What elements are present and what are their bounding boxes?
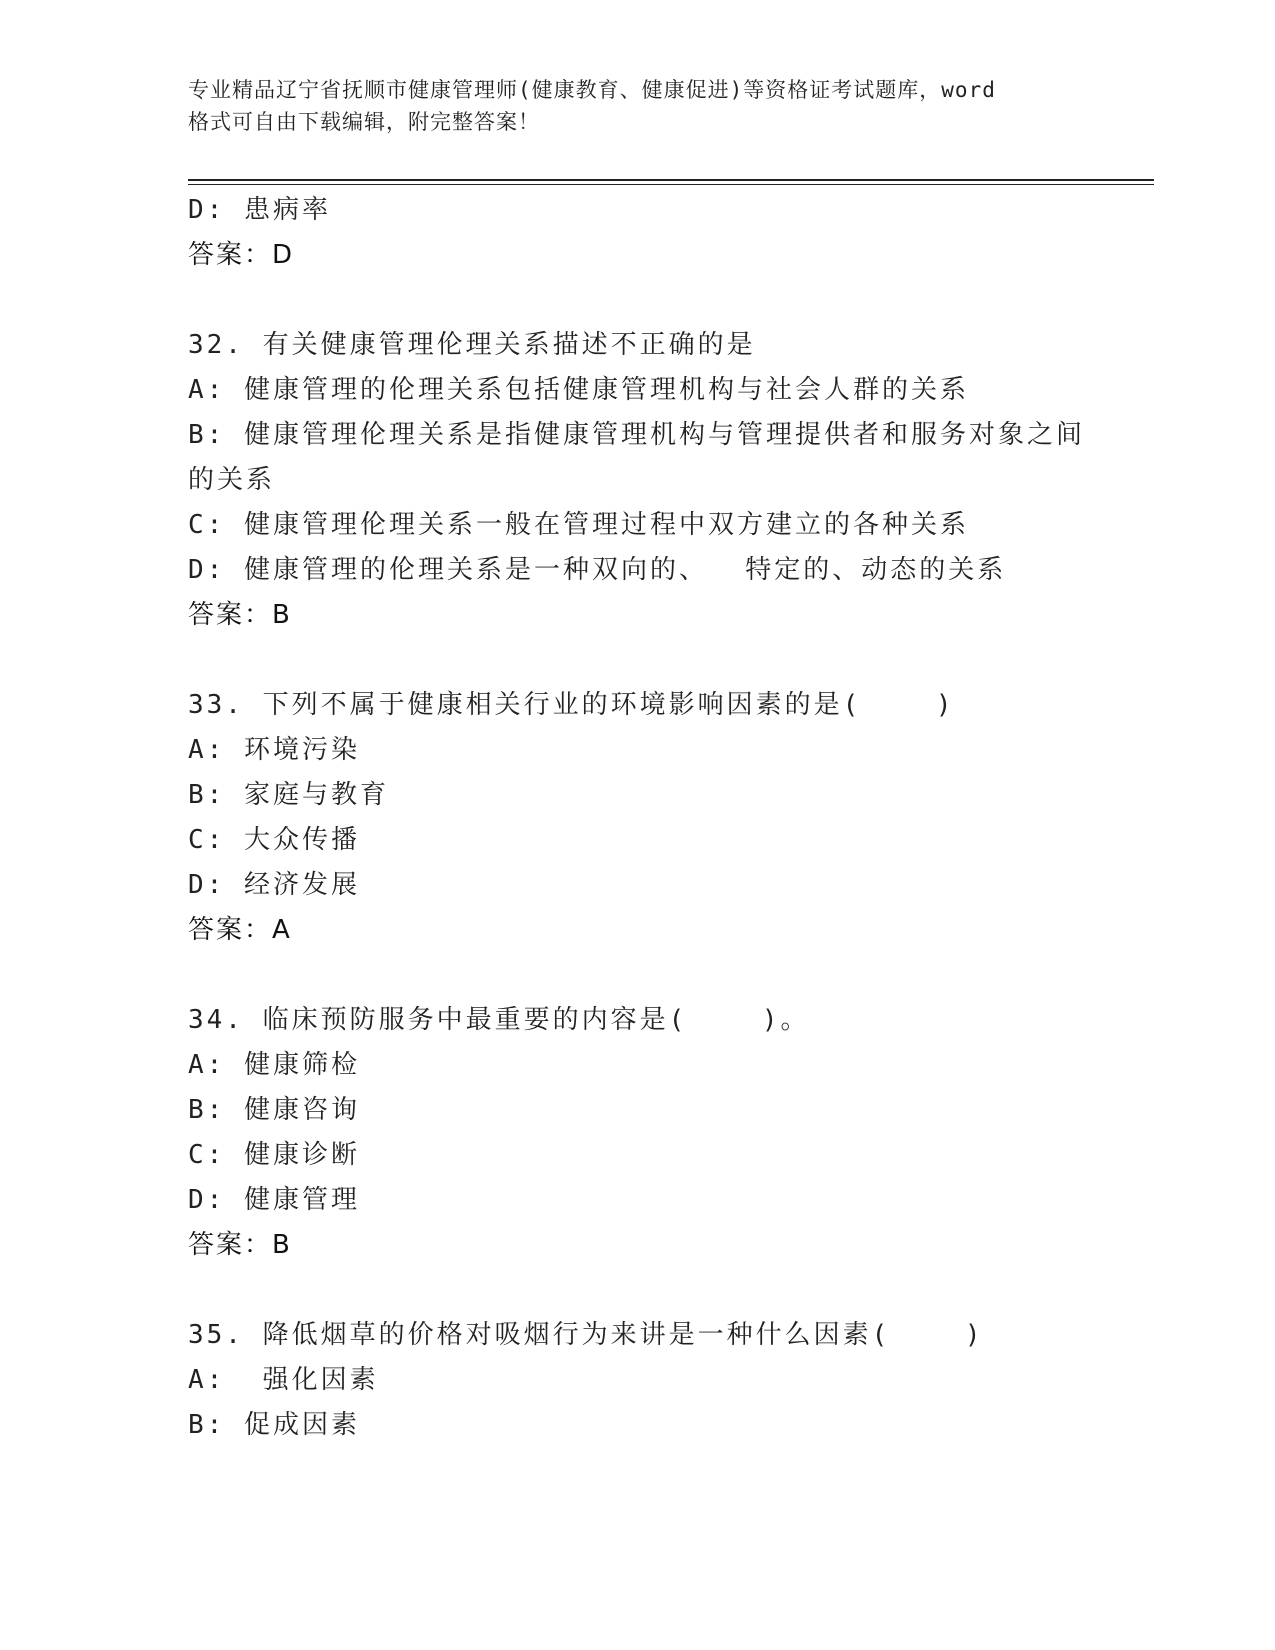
question-stem: 35. 降低烟草的价格对吸烟行为来讲是一种什么因素( ) xyxy=(188,1320,984,1350)
option-c: C: 健康管理伦理关系一般在管理过程中双方建立的各种关系 xyxy=(188,510,969,540)
answer-text: 答案：B xyxy=(188,1230,292,1260)
question-stem: 34. 临床预防服务中最重要的内容是( )。 xyxy=(188,1005,810,1035)
option-c: C: 健康诊断 xyxy=(188,1140,360,1170)
option-d: D: 健康管理的伦理关系是一种双向的、 特定的、动态的关系 xyxy=(188,555,1007,585)
option-b: B: 促成因素 xyxy=(188,1410,360,1440)
option-a: A: 强化因素 xyxy=(188,1365,379,1395)
option-d: D: 患病率 xyxy=(188,195,331,225)
question-stem: 33. 下列不属于健康相关行业的环境影响因素的是( ) xyxy=(188,690,955,720)
question-block-31 xyxy=(188,188,1088,278)
question-block-33 xyxy=(188,683,1088,953)
document-header xyxy=(188,74,1088,138)
option-d: D: 经济发展 xyxy=(188,870,360,900)
question-block-35 xyxy=(188,1313,1088,1448)
question-block-32 xyxy=(188,323,1088,638)
option-a: A: 健康筛检 xyxy=(188,1050,360,1080)
option-b: B: 健康咨询 xyxy=(188,1095,360,1125)
header-rule-thick xyxy=(188,179,1154,181)
header-line-1: 专业精品辽宁省抚顺市健康管理师(健康教育、健康促进)等资格证考试题库，word xyxy=(188,78,996,102)
option-d: D: 健康管理 xyxy=(188,1185,360,1215)
answer-text: 答案：A xyxy=(188,915,292,945)
question-block-34 xyxy=(188,998,1088,1268)
option-b-continued: 的关系 xyxy=(188,465,276,495)
question-list xyxy=(188,188,1088,1448)
option-b: B: 健康管理伦理关系是指健康管理机构与管理提供者和服务对象之间 xyxy=(188,420,1085,450)
option-b: B: 家庭与教育 xyxy=(188,780,389,810)
answer-text: 答案：B xyxy=(188,600,292,630)
answer-text: 答案：D xyxy=(188,240,295,270)
option-a: A: 健康管理的伦理关系包括健康管理机构与社会人群的关系 xyxy=(188,375,969,405)
header-rule-thin xyxy=(188,184,1154,185)
question-stem: 32. 有关健康管理伦理关系描述不正确的是 xyxy=(188,330,756,360)
option-a: A: 环境污染 xyxy=(188,735,360,765)
option-c: C: 大众传播 xyxy=(188,825,360,855)
header-line-2: 格式可自由下载编辑，附完整答案！ xyxy=(188,110,540,134)
